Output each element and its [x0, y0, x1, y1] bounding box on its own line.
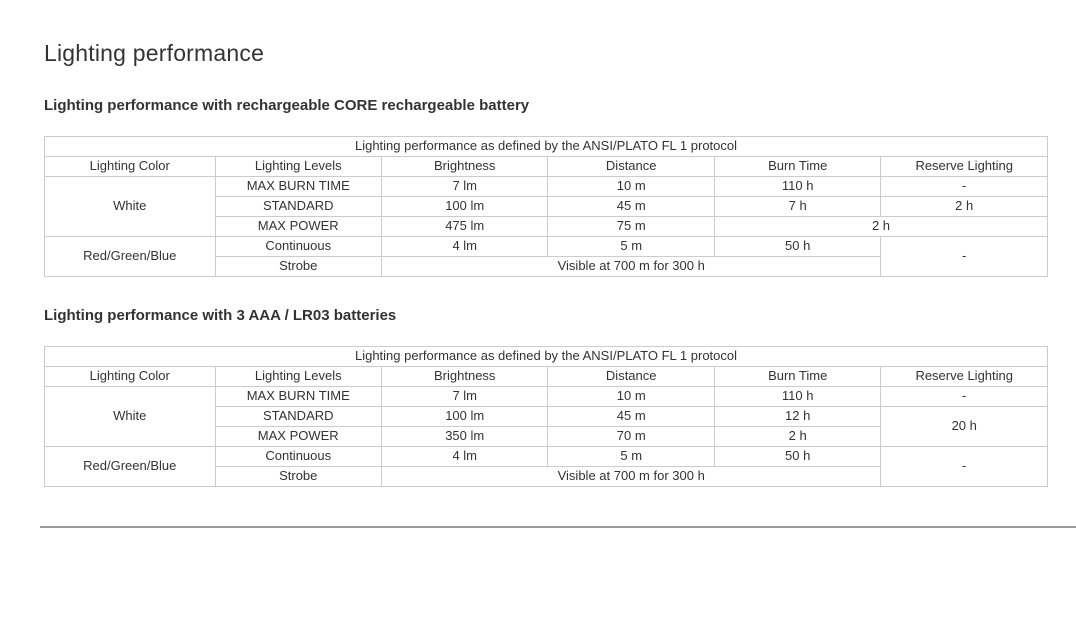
table-cell: Visible at 700 m for 300 h: [381, 467, 880, 487]
table-cell: 12 h: [714, 407, 880, 427]
table-cell: 7 h: [714, 197, 880, 217]
table-cell: MAX POWER: [215, 427, 381, 447]
protocol-header-row: [45, 347, 1048, 367]
table-cell: 4 lm: [381, 237, 547, 257]
table-cell: -: [881, 237, 1048, 277]
column-header-reserve-lighting: Reserve Lighting: [881, 367, 1048, 387]
table-cell: Strobe: [215, 467, 381, 487]
table-cell: -: [881, 387, 1048, 407]
table-cell: 100 lm: [381, 407, 547, 427]
protocol-header-cell: Lighting performance as defined by the ANSI/PLATO FL 1 protocol: [45, 347, 1048, 367]
table-cell: Strobe: [215, 257, 381, 277]
column-header-lighting-levels: Lighting Levels: [215, 157, 381, 177]
table-cell: 2 h: [881, 197, 1048, 217]
table-cell: STANDARD: [215, 197, 381, 217]
table-cell: 110 h: [714, 387, 880, 407]
table-cell-lighting-color: White: [45, 177, 216, 237]
table-cell: 5 m: [548, 447, 714, 467]
table-cell: 4 lm: [381, 447, 547, 467]
table-cell: MAX BURN TIME: [215, 387, 381, 407]
table-cell: Visible at 700 m for 300 h: [381, 257, 880, 277]
table-cell: 75 m: [548, 217, 714, 237]
table-cell: 110 h: [714, 177, 880, 197]
table-cell: Continuous: [215, 447, 381, 467]
column-header-lighting-levels: Lighting Levels: [215, 367, 381, 387]
table-row: [45, 237, 1048, 257]
table-row: [45, 387, 1048, 407]
table-cell: STANDARD: [215, 407, 381, 427]
table-cell: 10 m: [548, 177, 714, 197]
table-cell-lighting-color: White: [45, 387, 216, 447]
section-heading-aaa-batteries: Lighting performance with 3 AAA / LR03 batteries: [44, 307, 397, 324]
table-cell: 2 h: [714, 427, 880, 447]
column-header-lighting-color: Lighting Color: [45, 157, 216, 177]
table-cell: Continuous: [215, 237, 381, 257]
performance-table-core-battery: [44, 136, 1048, 277]
table-cell: 50 h: [714, 237, 880, 257]
table-row: [45, 177, 1048, 197]
column-header-brightness: Brightness: [381, 367, 547, 387]
table-cell: 70 m: [548, 427, 714, 447]
table-cell: 5 m: [548, 237, 714, 257]
page-title: Lighting performance: [44, 40, 265, 66]
column-header-distance: Distance: [548, 367, 714, 387]
table-cell: MAX BURN TIME: [215, 177, 381, 197]
table-row: [45, 447, 1048, 467]
table-cell-lighting-color: Red/Green/Blue: [45, 447, 216, 487]
table-cell: 475 lm: [381, 217, 547, 237]
table-cell: MAX POWER: [215, 217, 381, 237]
column-header-distance: Distance: [548, 157, 714, 177]
column-header-row: [45, 157, 1048, 177]
performance-table-aaa-batteries: [44, 346, 1048, 487]
table-cell-lighting-color: Red/Green/Blue: [45, 237, 216, 277]
column-header-burn-time: Burn Time: [714, 157, 880, 177]
table-head: [45, 347, 1048, 387]
table-cell: 50 h: [714, 447, 880, 467]
protocol-header-cell: Lighting performance as defined by the ANSI/PLATO FL 1 protocol: [45, 137, 1048, 157]
table-cell: -: [881, 177, 1048, 197]
protocol-header-row: [45, 137, 1048, 157]
bottom-divider: [40, 526, 1076, 528]
section-heading-core-battery: Lighting performance with rechargeable CORE rechargeable battery: [44, 97, 530, 114]
column-header-lighting-color: Lighting Color: [45, 367, 216, 387]
table-cell: 7 lm: [381, 387, 547, 407]
table-cell: 45 m: [548, 197, 714, 217]
column-header-burn-time: Burn Time: [714, 367, 880, 387]
table-cell: 100 lm: [381, 197, 547, 217]
table-cell: 350 lm: [381, 427, 547, 447]
column-header-reserve-lighting: Reserve Lighting: [881, 157, 1048, 177]
column-header-row: [45, 367, 1048, 387]
table-body: [45, 387, 1048, 487]
table-cell: 10 m: [548, 387, 714, 407]
page-content: [0, 40, 1076, 487]
table-cell: -: [881, 447, 1048, 487]
table-cell: 2 h: [714, 217, 1047, 237]
table-cell: 7 lm: [381, 177, 547, 197]
table-body: [45, 177, 1048, 277]
table-cell: 45 m: [548, 407, 714, 427]
column-header-brightness: Brightness: [381, 157, 547, 177]
table-cell: 20 h: [881, 407, 1048, 447]
table-head: [45, 137, 1048, 177]
